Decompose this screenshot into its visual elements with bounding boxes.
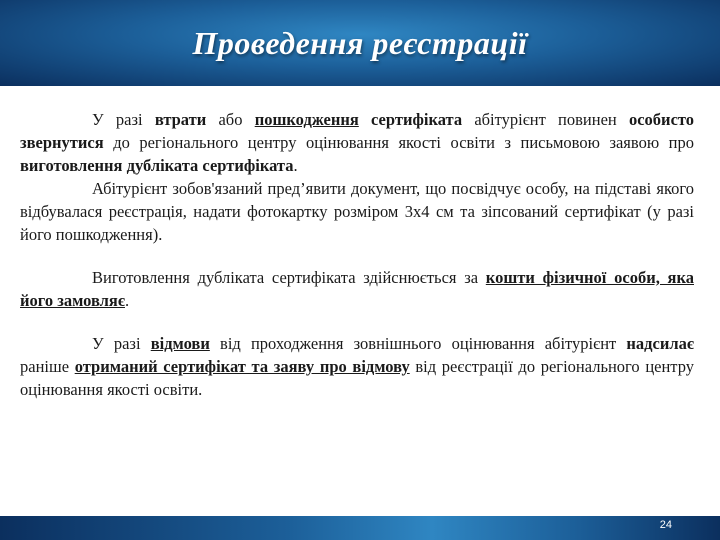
text-run-bold-underline: пошкодження bbox=[254, 110, 359, 129]
text-run: . bbox=[124, 291, 130, 310]
text-run: до регіонального центру оцінювання якості освіти з письмовою заявою про bbox=[103, 133, 694, 152]
slide-content bbox=[20, 108, 694, 401]
page-number: 24 bbox=[659, 519, 672, 531]
text-run-bold-underline: отриманий сертифікат та заяву про відмову bbox=[74, 357, 410, 376]
slide-title: Проведення реєстрації bbox=[192, 24, 528, 61]
text-run: від проходження зовнішнього оцінювання абітурієнт bbox=[209, 334, 627, 353]
text-run: від реєстрації до регіонального центру оцінювання якості освіти. bbox=[20, 357, 694, 399]
paragraph-spacer bbox=[20, 246, 694, 266]
footer-band bbox=[0, 516, 720, 540]
text-run-bold: втрати bbox=[154, 110, 207, 129]
text-run: раніше bbox=[20, 357, 75, 376]
text-run-bold: надсилає bbox=[626, 334, 694, 353]
paragraph-spacer bbox=[20, 312, 694, 332]
paragraph-documents-required bbox=[20, 177, 694, 246]
paragraph-duplicate-cost bbox=[20, 266, 694, 312]
paragraph-refusal bbox=[20, 332, 694, 401]
text-run: Виготовлення дубліката сертифіката здійснюється за bbox=[92, 268, 486, 287]
text-run-bold: сертифіката bbox=[371, 110, 463, 129]
text-run: У разі bbox=[92, 334, 151, 353]
text-run: Абітурієнт зобов'язаний пред’явити документ, що посвідчує особу, на підставі якого відбувалася реєстрація, надати фотокартку розміром 3х4 см та зіпсований сертифікат (у разі його пошкодження). bbox=[20, 179, 694, 244]
text-run-bold-underline: кошти фізичної особи, яка його замовляє bbox=[20, 268, 694, 310]
text-run: . bbox=[293, 156, 298, 175]
paragraph-lost-certificate bbox=[20, 108, 694, 177]
text-run-bold: виготовлення дубліката сертифіката bbox=[20, 156, 294, 175]
text-run: або bbox=[206, 110, 255, 129]
text-run: У разі bbox=[92, 110, 155, 129]
text-run bbox=[359, 110, 371, 129]
text-run: абітурієнт повинен bbox=[462, 110, 629, 129]
text-run-bold: особисто звернутися bbox=[20, 110, 695, 152]
text-run-bold-underline: відмови bbox=[150, 334, 210, 353]
title-band bbox=[0, 0, 720, 86]
